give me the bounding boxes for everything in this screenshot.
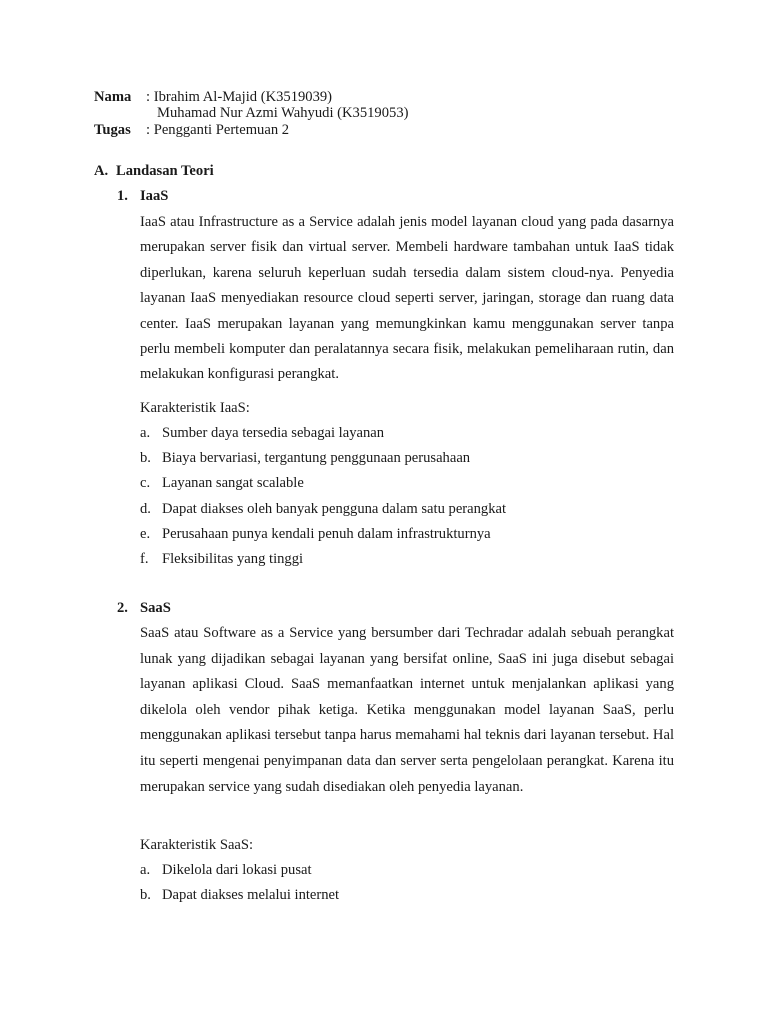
header-task-row xyxy=(94,121,289,139)
name-value-1: : Ibrahim Al-Majid (K3519039) xyxy=(146,89,333,105)
section-a-text: Landasan Teori xyxy=(116,163,214,179)
list-item: e. Perusahaan punya kendali penuh dalam infrastrukturnya xyxy=(140,525,491,542)
saas-characteristics-title: Karakteristik SaaS: xyxy=(140,837,254,853)
saas-characteristics-list xyxy=(140,861,339,911)
iaas-number: 1. xyxy=(117,188,128,204)
header-name-row-2 xyxy=(157,104,408,122)
list-item: a. Dikelola dari lokasi pusat xyxy=(140,862,312,878)
name-label: Nama xyxy=(94,89,132,105)
name-value-2: Muhamad Nur Azmi Wahyudi (K3519053) xyxy=(157,105,409,121)
list-item: d. Dapat diakses oleh banyak pengguna dalam satu perangkat xyxy=(140,500,507,517)
section-a-letter: A. xyxy=(94,163,109,179)
list-item: a. Sumber daya tersedia sebagai layanan xyxy=(140,425,385,441)
list-item: c. Layanan sangat scalable xyxy=(140,475,304,492)
iaas-heading xyxy=(117,187,168,205)
saas-number: 2. xyxy=(117,600,128,616)
list-item: b. Biaya bervariasi, tergantung penggunaan perusahaan xyxy=(140,450,471,467)
iaas-paragraph: IaaS atau Infrastructure as a Service adalah jenis model layanan cloud yang pada dasarnya merupakan server fisik dan virtual server. Membeli hardware tambahan untuk IaaS tidak diperlukan, karena seluruh keperluan sudah tersedia dalam sistem cloud-nya. Penyedia layanan IaaS menyediakan resource cloud seperti server, jaringan, storage dan ruang data center. IaaS merupakan layanan yang memungkinkan kamu menggunakan server tanpa perlu membeli komputer dan peralatannya secara fisik, melakukan pemeliharaan rutin, dan melakukan konfigurasi perangkat. xyxy=(140,214,674,383)
list-item: f. Fleksibilitas yang tinggi xyxy=(140,550,304,567)
saas-heading xyxy=(117,599,171,617)
saas-title: SaaS xyxy=(140,600,171,616)
section-a-title xyxy=(94,162,214,180)
iaas-title: IaaS xyxy=(140,188,169,204)
iaas-characteristics-title: Karakteristik IaaS: xyxy=(140,400,250,416)
saas-paragraph: SaaS atau Software as a Service yang bersumber dari Techradar adalah sebuah perangkat lunak yang dijadikan sebagai layanan yang bersifat online, SaaS ini juga disebut sebagai layanan aplikasi Cloud. SaaS memanfaatkan internet untuk menjalankan aplikasi yang dikelola oleh vendor pihak ketiga. Ketika menggunakan model layanan SaaS, perlu menggunakan aplikasi tersebut tanpa harus memahami hal teknis dari layanan tersebut. Hal itu seperti mengenai penyimpanan data dan server serta pengelolaan perangkat. Karena itu merupakan service yang sudah disediakan oleh penyedia layanan. xyxy=(140,625,674,795)
list-item: b. Dapat diakses melalui internet xyxy=(140,887,340,904)
iaas-characteristics-list xyxy=(140,424,506,575)
task-label: Tugas xyxy=(94,122,131,138)
task-value: : Pengganti Pertemuan 2 xyxy=(146,122,290,138)
